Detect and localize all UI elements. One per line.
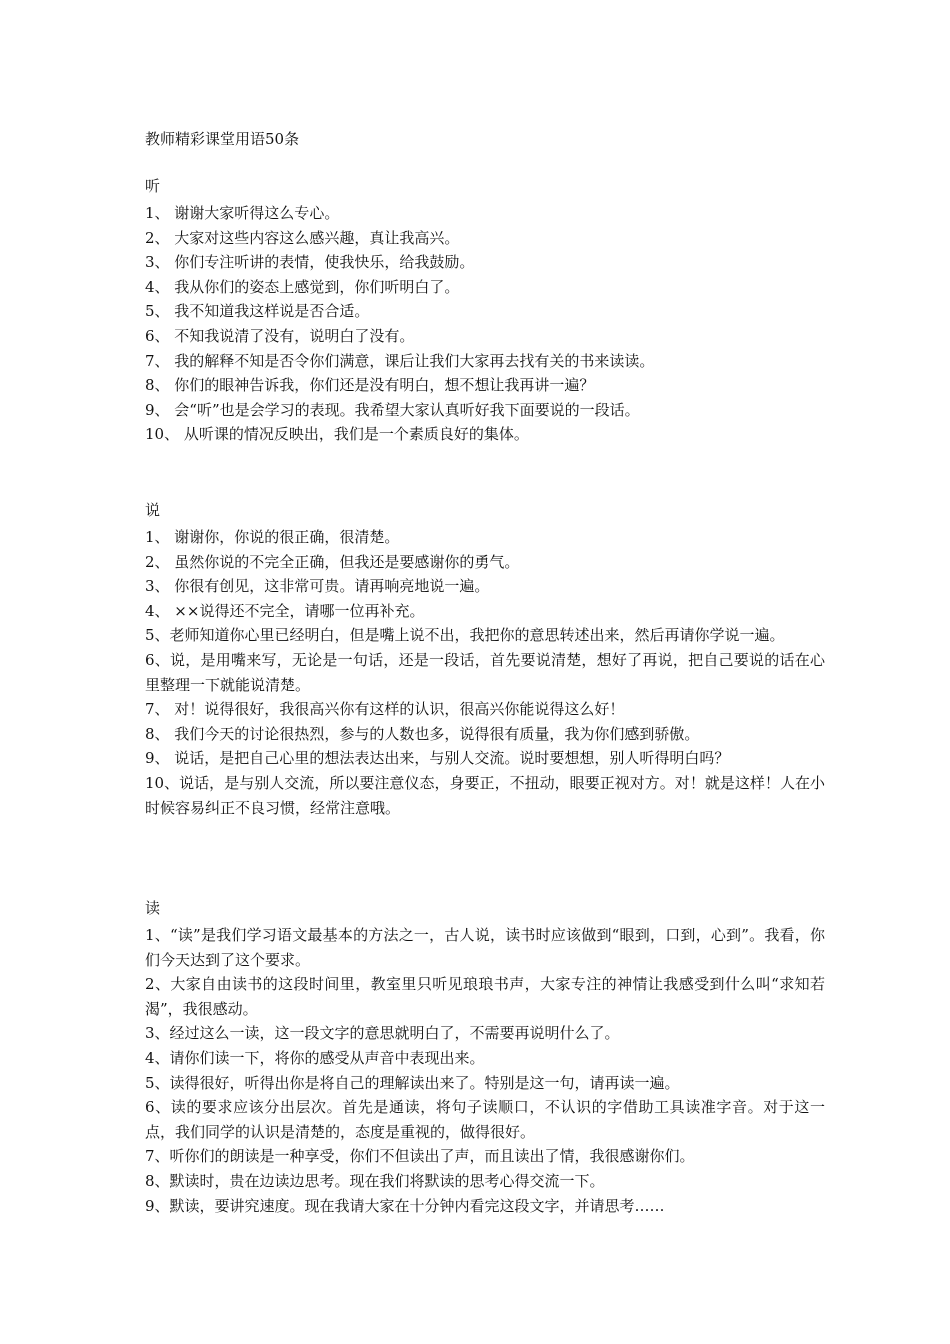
list-item: 5、读得很好，听得出你是将自己的理解读出来了。特别是这一句，请再读一遍。	[145, 1073, 680, 1092]
list-item: 3、 你很有创见，这非常可贵。请再响亮地说一遍。	[145, 577, 490, 596]
list-item: 6、 不知我说清了没有，说明白了没有。	[145, 326, 415, 345]
list-item: 7、 对！说得很好，我很高兴你有这样的认识，很高兴你能说得这么好！	[145, 700, 625, 719]
section-heading-read: 读	[145, 899, 161, 917]
list-item: 9、 会“听”也是会学习的表现。我希望大家认真听好我下面要说的一段话。	[145, 400, 640, 419]
section-speak	[145, 498, 825, 820]
list-item: 10、 从听课的情况反映出，我们是一个素质良好的集体。	[145, 425, 529, 444]
list-item: 7、听你们的朗读是一种享受，你们不但读出了声，而且读出了情，我很感谢你们。	[145, 1147, 695, 1166]
list-item: 4、请你们读一下，将你的感受从声音中表现出来。	[145, 1048, 485, 1067]
list-item: 9、默读，要讲究速度。现在我请大家在十分钟内看完这段文字，并请思考……	[145, 1196, 665, 1215]
section-heading-speak: 说	[145, 501, 161, 519]
list-item: 3、经过这么一读，这一段文字的意思就明白了，不需要再说明什么了。	[145, 1024, 620, 1043]
list-item: 5、老师知道你心里已经明白，但是嘴上说不出，我把你的意思转述出来，然后再请你学说一遍。	[145, 626, 785, 645]
list-item: 4、 我从你们的姿态上感觉到，你们听明白了。	[145, 277, 460, 296]
list-item: 2、大家自由读书的这段时间里，教室里只听见琅琅书声，大家专注的神情让我感受到什么叫“求知若渴”，我很感动。	[145, 975, 825, 1018]
list-item: 10、说话，是与别人交流，所以要注意仪态，身要正，不扭动，眼要正视对方。对！就是这样！人在小时候容易纠正不良习惯，经常注意哦。	[145, 773, 825, 817]
list-item: 8、 我们今天的讨论很热烈，参与的人数也多，说得很有质量，我为你们感到骄傲。	[145, 724, 700, 743]
section-heading-listen: 听	[145, 177, 161, 195]
list-item: 8、 你们的眼神告诉我，你们还是没有明白，想不想让我再讲一遍？	[145, 376, 595, 395]
list-item: 2、 虽然你说的不完全正确，但我还是要感谢你的勇气。	[145, 552, 520, 571]
list-item: 9、 说话，是把自己心里的想法表达出来，与别人交流。说时要想想，别人听得明白吗？	[145, 749, 730, 768]
list-item: 5、 我不知道我这样说是否合适。	[145, 302, 370, 321]
document-title: 教师精彩课堂用语50条	[145, 130, 300, 148]
list-item: 4、 ××说得还不完全，请哪一位再补充。	[145, 601, 425, 620]
list-item: 1、“读”是我们学习语文最基本的方法之一，古人说，读书时应该做到“眼到，口到，心到”。我看，你们今天达到了这个要求。	[145, 926, 825, 969]
list-item: 6、说，是用嘴来写，无论是一句话，还是一段话，首先要说清楚，想好了再说，把自己要说的话在心里整理一下就能说清楚。	[145, 650, 825, 694]
list-item: 3、 你们专注听讲的表情，使我快乐，给我鼓励。	[145, 253, 475, 272]
list-item: 6、读的要求应该分出层次。首先是通读，将句子读顺口，不认识的字借助工具读准字音。对于这一点，我们同学的认识是清楚的，态度是重视的，做得很好。	[145, 1098, 825, 1141]
list-item: 1、 谢谢大家听得这么专心。	[145, 204, 340, 222]
list-item: 8、默读时，贵在边读边思考。现在我们将默读的思考心得交流一下。	[145, 1171, 605, 1190]
section-listen	[145, 174, 825, 447]
list-item: 2、 大家对这些内容这么感兴趣，真让我高兴。	[145, 228, 460, 247]
list-item: 1、 谢谢你，你说的很正确，很清楚。	[145, 528, 400, 546]
section-read	[145, 896, 825, 1218]
list-item: 7、 我的解释不知是否令你们满意，课后让我们大家再去找有关的书来读读。	[145, 351, 655, 370]
